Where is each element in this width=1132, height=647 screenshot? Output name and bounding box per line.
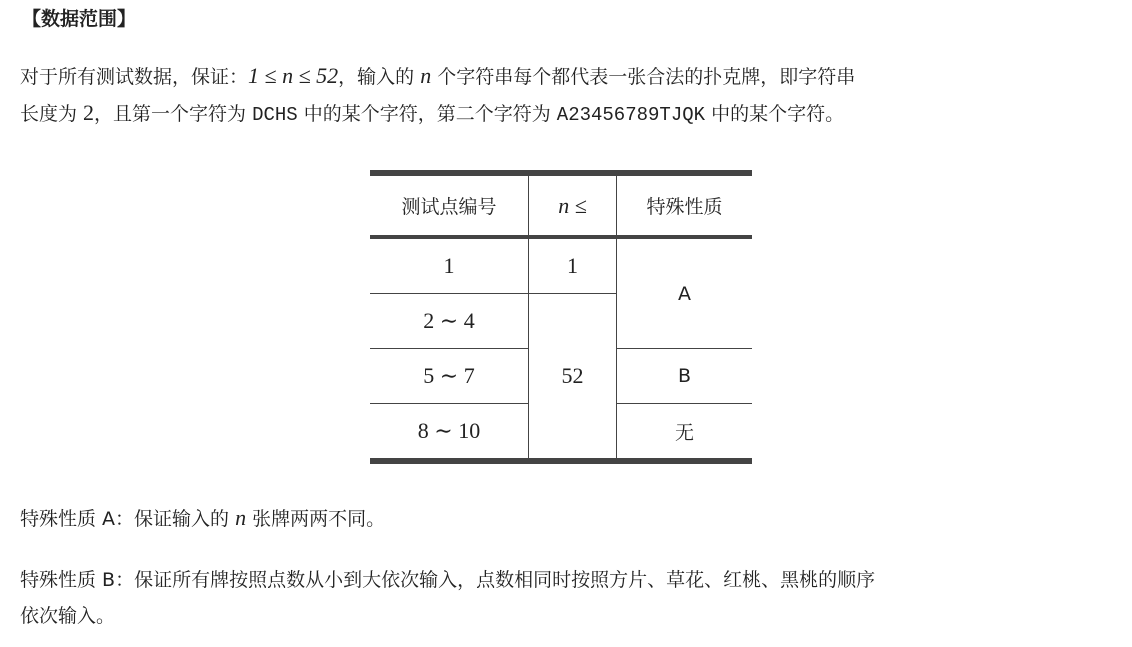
text: 特殊性质 A：保证输入的 xyxy=(20,508,236,530)
code-suits: DCHS xyxy=(252,104,298,126)
cell: 5 ∼ 7 xyxy=(370,349,529,404)
math-n: n xyxy=(235,505,247,530)
cell: A xyxy=(617,237,753,349)
cell: 无 xyxy=(617,404,753,462)
text: 张牌两两不同。 xyxy=(246,508,386,530)
test-case-table xyxy=(370,170,752,464)
text: 中的某个字符。 xyxy=(705,103,845,125)
property-a xyxy=(20,500,385,537)
cell: 2 ∼ 4 xyxy=(370,294,529,349)
header-cell: 测试点编号 xyxy=(370,173,529,237)
table-header-row xyxy=(370,173,752,237)
section-heading: 【数据范围】 xyxy=(22,8,137,30)
constraints-paragraph xyxy=(20,58,855,133)
code-ranks: A23456789TJQK xyxy=(556,104,706,126)
property-b xyxy=(20,562,875,634)
header-cell: 特殊性质 xyxy=(617,173,753,237)
header-cell: n ≤ xyxy=(529,173,617,237)
cell: 1 xyxy=(370,237,529,294)
math-range: 1 ≤ n ≤ 52 xyxy=(248,63,339,88)
table-row xyxy=(370,237,752,294)
text: 中的某个字符，第二个字符为 xyxy=(297,103,557,125)
text: 长度为 xyxy=(20,103,84,125)
text: 依次输入。 xyxy=(20,605,116,627)
text: 个字符串每个都代表一张合法的扑克牌，即字符串 xyxy=(431,66,856,88)
math-two: 2 xyxy=(83,100,95,125)
text: 特殊性质 B：保证所有牌按照点数从小到大依次输入，点数相同时按照方片、草花、红桃、黑桃的顺序 xyxy=(20,569,876,591)
cell: 8 ∼ 10 xyxy=(370,404,529,462)
text: ，且第一个字符为 xyxy=(94,103,253,125)
cell: 1 xyxy=(529,237,617,294)
text: ，输入的 xyxy=(338,66,421,88)
math-n: n xyxy=(420,63,432,88)
text: 对于所有测试数据，保证： xyxy=(20,66,249,88)
cell: B xyxy=(617,349,753,404)
cell: 52 xyxy=(529,294,617,462)
